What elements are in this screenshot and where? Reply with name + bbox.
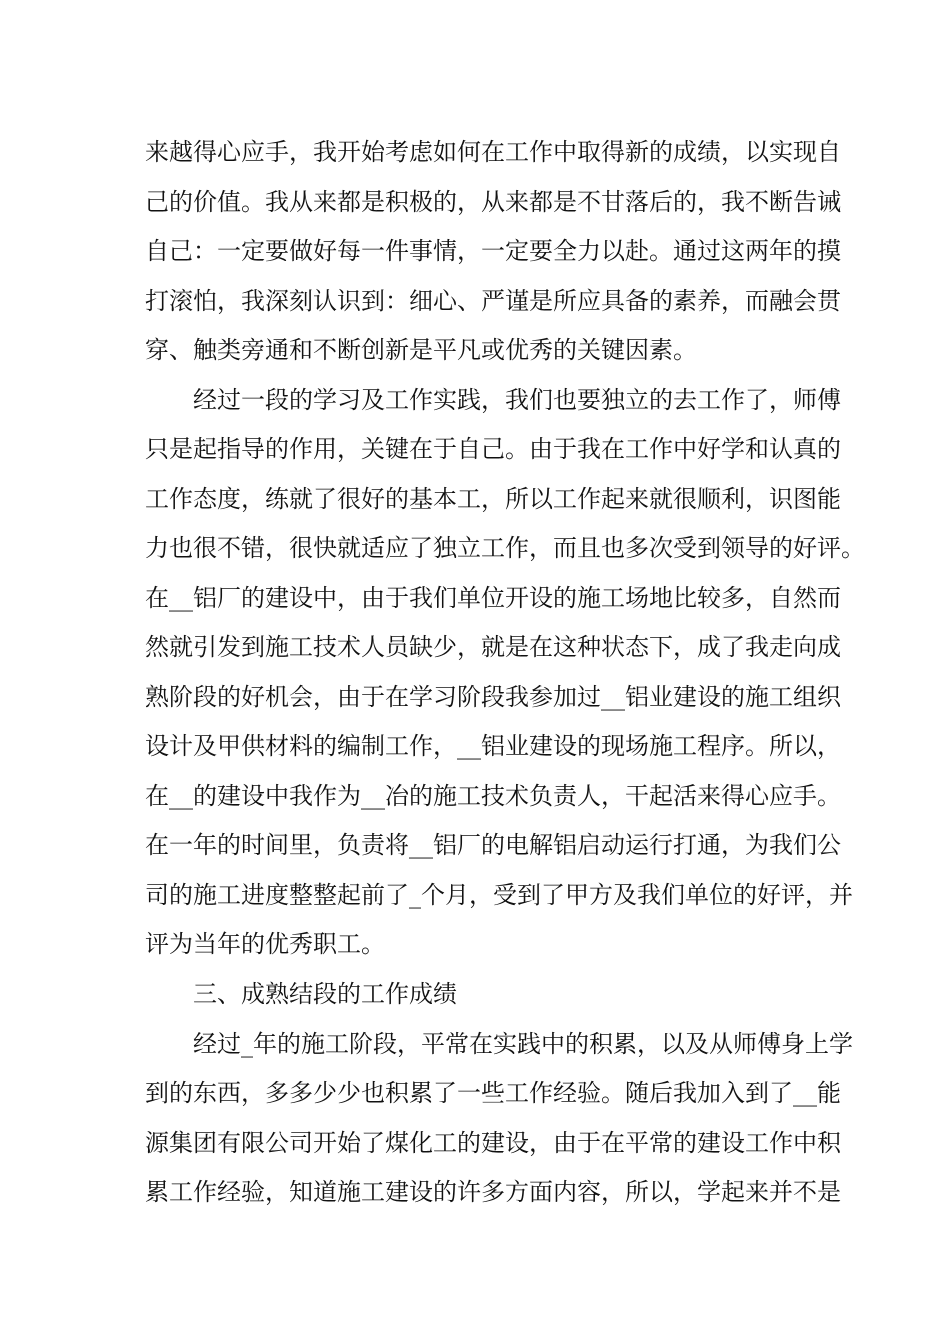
text-line: 然就引发到施工技术人员缺少，就是在这种状态下，成了我走向成 — [145, 633, 841, 661]
text-line: 来越得心应手，我开始考虑如何在工作中取得新的成绩，以实现自 — [145, 138, 841, 166]
text-line: 在一年的时间里，负责将__铝厂的电解铝启动运行打通，为我们公 — [145, 831, 841, 859]
text-line: 力也很不错，很快就适应了独立工作，而且也多次受到领导的好评。 — [145, 534, 865, 562]
text-line: 源集团有限公司开始了煤化工的建设，由于在平常的建设工作中积 — [145, 1129, 841, 1157]
text-line: 工作态度，练就了很好的基本工，所以工作起来就很顺利，识图能 — [145, 485, 841, 513]
paragraph-first-line: 经过一段的学习及工作实践，我们也要独立的去工作了，师傅 — [193, 386, 841, 414]
text-line: 熟阶段的好机会，由于在学习阶段我参加过__铝业建设的施工组织 — [145, 683, 841, 711]
paragraph-first-line: 经过_年的施工阶段，平常在实践中的积累，以及从师傅身上学 — [193, 1030, 853, 1058]
text-line: 司的施工进度整整起前了_个月，受到了甲方及我们单位的好评，并 — [145, 881, 853, 909]
text-line: 在__的建设中我作为__冶的施工技术负责人，干起活来得心应手。 — [145, 782, 841, 810]
text-line: 累工作经验，知道施工建设的许多方面内容，所以，学起来并不是 — [145, 1178, 841, 1206]
text-line: 评为当年的优秀职工。 — [145, 930, 385, 958]
text-line: 设计及甲供材料的编制工作，__铝业建设的现场施工程序。所以， — [145, 732, 841, 760]
text-line: 穿、触类旁通和不断创新是平凡或优秀的关键因素。 — [145, 336, 697, 364]
text-line: 只是起指导的作用，关键在于自己。由于我在工作中好学和认真的 — [145, 435, 841, 463]
text-line: 己的价值。我从来都是积极的，从来都是不甘落后的，我不断告诫 — [145, 188, 841, 216]
text-line: 打滚怕，我深刻认识到：细心、严谨是所应具备的素养，而融会贯 — [145, 287, 841, 315]
text-line: 到的东西，多多少少也积累了一些工作经验。随后我加入到了__能 — [145, 1079, 841, 1107]
text-line: 在__铝厂的建设中，由于我们单位开设的施工场地比较多，自然而 — [145, 584, 841, 612]
section-heading: 三、成熟结段的工作成绩 — [193, 980, 457, 1008]
text-line: 自己：一定要做好每一件事情，一定要全力以赴。通过这两年的摸 — [145, 237, 841, 265]
